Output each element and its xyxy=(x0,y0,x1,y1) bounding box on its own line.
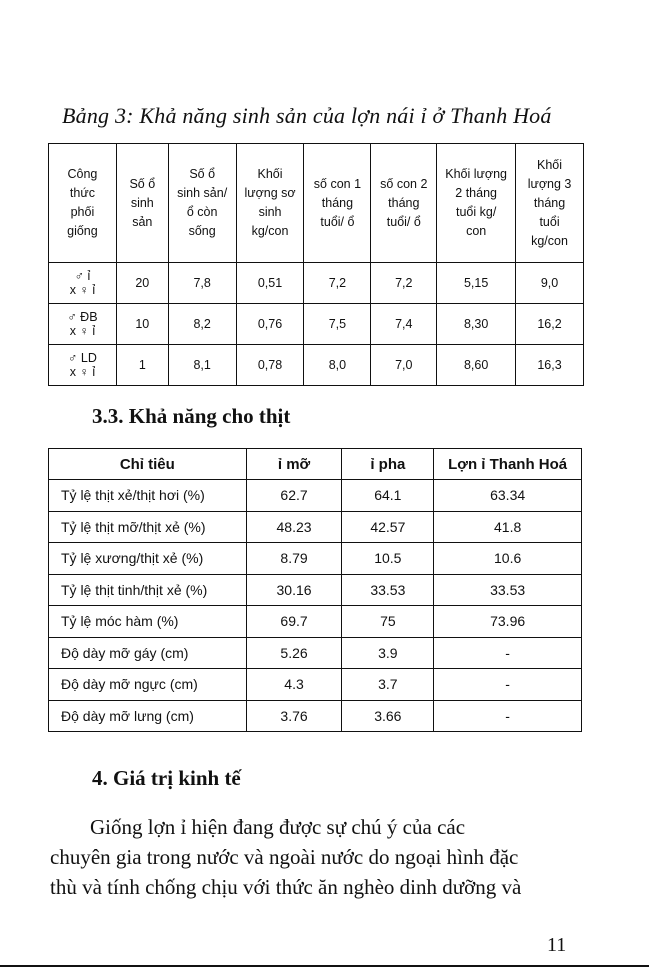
header-cell: Lợn ỉ Thanh Hoá xyxy=(434,449,582,480)
table-row xyxy=(49,669,582,701)
table-cell: 9,0 xyxy=(516,263,584,304)
table-row xyxy=(49,543,582,575)
page-bottom-rule xyxy=(0,965,649,967)
table-cell: 33.53 xyxy=(434,574,582,606)
meat-yield-table xyxy=(48,448,582,732)
table-cell: 48.23 xyxy=(246,511,342,543)
table-cell: 63.34 xyxy=(434,480,582,512)
table-cell: 3.76 xyxy=(246,700,342,732)
section-heading: 3.3. Khả năng cho thịt xyxy=(92,404,291,428)
table-cell: 7,0 xyxy=(371,345,437,386)
table-cell: 64.1 xyxy=(342,480,434,512)
row-label: Tỷ lệ móc hàm (%) xyxy=(49,606,247,638)
header-cell: Khối lượng 2 tháng tuổi kg/ con xyxy=(437,144,516,263)
table-cell: 33.53 xyxy=(342,574,434,606)
table-cell: 20 xyxy=(116,263,168,304)
table-cell: 8,60 xyxy=(437,345,516,386)
table-cell: - xyxy=(434,669,582,701)
table-cell: 8,0 xyxy=(304,345,371,386)
table-cell: 8,1 xyxy=(168,345,236,386)
table-cell: 75 xyxy=(342,606,434,638)
header-cell: Khối lượng 3 tháng tuổi kg/con xyxy=(516,144,584,263)
table-cell: 42.57 xyxy=(342,511,434,543)
table-cell: 16,3 xyxy=(516,345,584,386)
table-cell: 3.9 xyxy=(342,637,434,669)
table-row xyxy=(49,480,582,512)
table-row xyxy=(49,637,582,669)
table-caption: Bảng 3: Khả năng sinh sản của lợn nái ỉ ở Thanh Hoá xyxy=(62,103,552,128)
table-cell: 16,2 xyxy=(516,304,584,345)
header-cell: Số ổ sinh sản/ ổ còn sống xyxy=(168,144,236,263)
header-cell: Công thức phối giống xyxy=(49,144,117,263)
table-cell: 7,4 xyxy=(371,304,437,345)
table-cell: 1 xyxy=(116,345,168,386)
table-cell: - xyxy=(434,700,582,732)
table-cell: 3.66 xyxy=(342,700,434,732)
row-label: Tỷ lệ thịt tinh/thịt xẻ (%) xyxy=(49,574,247,606)
table-header-row xyxy=(49,144,584,263)
table-row xyxy=(49,511,582,543)
table-row xyxy=(49,700,582,732)
header-cell: số con 2 tháng tuổi/ ổ xyxy=(371,144,437,263)
table-cell: 0,51 xyxy=(236,263,304,304)
table-cell: 8.79 xyxy=(246,543,342,575)
formula-cell: ♂ ĐB x ♀ ỉ xyxy=(49,304,117,345)
table-cell: 7,8 xyxy=(168,263,236,304)
table-cell: 10 xyxy=(116,304,168,345)
table-cell: 8,2 xyxy=(168,304,236,345)
table-cell: 7,2 xyxy=(371,263,437,304)
table-cell: 0,76 xyxy=(236,304,304,345)
row-label: Tỷ lệ xương/thịt xẻ (%) xyxy=(49,543,247,575)
formula-cell: ♂ LD x ♀ ỉ xyxy=(49,345,117,386)
header-cell: Số ổ sinh sản xyxy=(116,144,168,263)
row-label: Tỷ lệ thịt mỡ/thịt xẻ (%) xyxy=(49,511,247,543)
section-heading: 4. Giá trị kinh tế xyxy=(92,766,241,790)
body-paragraph xyxy=(50,812,582,902)
table-cell: 30.16 xyxy=(246,574,342,606)
table-row xyxy=(49,263,584,304)
header-cell: ỉ pha xyxy=(342,449,434,480)
table-header-row xyxy=(49,449,582,480)
table-cell: 73.96 xyxy=(434,606,582,638)
table-cell: 62.7 xyxy=(246,480,342,512)
header-cell: số con 1 tháng tuổi/ ổ xyxy=(304,144,371,263)
table-cell: 8,30 xyxy=(437,304,516,345)
table-cell: 3.7 xyxy=(342,669,434,701)
header-cell: Khối lượng sơ sinh kg/con xyxy=(236,144,304,263)
table-cell: 7,5 xyxy=(304,304,371,345)
table-row xyxy=(49,304,584,345)
reproduction-table xyxy=(48,143,584,386)
table-row xyxy=(49,574,582,606)
table-cell: 10.6 xyxy=(434,543,582,575)
table-cell: 69.7 xyxy=(246,606,342,638)
table-cell: 5.26 xyxy=(246,637,342,669)
paragraph-line: thù và tính chống chịu với thức ăn nghèo dinh dưỡng và xyxy=(50,875,522,899)
header-cell: ỉ mỡ xyxy=(246,449,342,480)
table-cell: 0,78 xyxy=(236,345,304,386)
paragraph-line: chuyên gia trong nước và ngoài nước do ngoại hình đặc xyxy=(50,845,519,869)
table-cell: 4.3 xyxy=(246,669,342,701)
header-cell: Chỉ tiêu xyxy=(49,449,247,480)
table-cell: 10.5 xyxy=(342,543,434,575)
page-number: 11 xyxy=(547,934,567,956)
table-row xyxy=(49,606,582,638)
table-cell: - xyxy=(434,637,582,669)
row-label: Độ dày mỡ lưng (cm) xyxy=(49,700,247,732)
table-row xyxy=(49,345,584,386)
table-cell: 5,15 xyxy=(437,263,516,304)
table-cell: 7,2 xyxy=(304,263,371,304)
row-label: Tỷ lệ thịt xẻ/thịt hơi (%) xyxy=(49,480,247,512)
table-cell: 41.8 xyxy=(434,511,582,543)
row-label: Độ dày mỡ gáy (cm) xyxy=(49,637,247,669)
row-label: Độ dày mỡ ngực (cm) xyxy=(49,669,247,701)
formula-cell: ♂ ỉ x ♀ ỉ xyxy=(49,263,117,304)
paragraph-line: Giống lợn ỉ hiện đang được sự chú ý của các xyxy=(90,815,466,839)
